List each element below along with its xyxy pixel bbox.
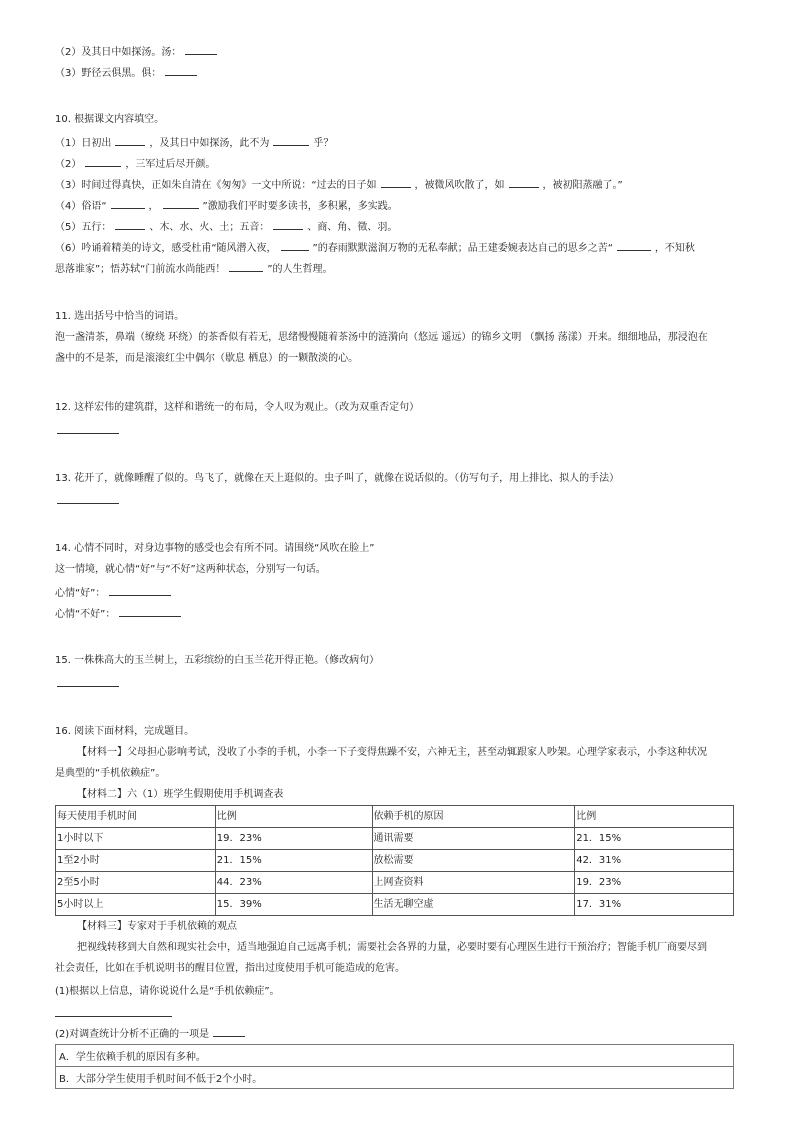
q16-material-1-line1: 【材料一】父母担心影响考试，没收了小李的手机，小李一下子变得焦躁不安，六神无主，甚至动辄跟家人吵架。心理学家表示，小李这种状况	[77, 747, 707, 758]
table-cell: 19．23%	[215, 828, 372, 850]
option-b[interactable]: B．大部分学生使用手机时间不低于2个小时。	[56, 1067, 734, 1089]
table-cell: 1至2小时	[56, 850, 216, 872]
answer-blank[interactable]	[229, 260, 263, 272]
q12-title: 12. 这样宏伟的建筑群，这样和谐统一的布局，令人叹为观止。（改为双重否定句）	[55, 402, 420, 413]
table-header-cell: 比例	[215, 806, 372, 828]
q11-passage-line1: 泡一盏清茶，鼻端（缭绕 环绕）的茶香似有若无，思绪慢慢随着茶汤中的涟漪向（悠远 遥远）的锦乡文明 （飘扬 荡漾）开来。细细地品，那浸泡在	[55, 332, 708, 343]
q10-item-4: （4）俗语“ ， ”激励我们平时要多读书，多积累，多实践。	[55, 197, 398, 214]
table-cell: 放松需要	[372, 850, 575, 872]
answer-blank[interactable]	[119, 605, 181, 617]
answer-blank[interactable]	[165, 64, 197, 76]
q14-title: 14. 心情不同时，对身边事物的感受也会有所不同。请围绕“风吹在脸上”	[55, 543, 375, 554]
table-row	[56, 872, 734, 894]
q16-title: 16. 阅读下面材料，完成题目。	[55, 726, 195, 737]
answer-blank[interactable]	[109, 584, 171, 596]
q16-material-3-line1: 把视线转移到大自然和现实社会中，适当地强迫自己远离手机；需要社会各界的力量，必要时要有心理医生进行干预治疗；智能手机厂商要尽到	[77, 942, 707, 953]
options-table	[55, 1044, 734, 1089]
answer-blank[interactable]	[509, 176, 539, 188]
answer-line[interactable]	[55, 1016, 172, 1017]
table-cell: 42．31%	[575, 850, 734, 872]
answer-blank[interactable]	[85, 155, 121, 167]
table-header-cell: 依赖手机的原因	[372, 806, 575, 828]
q10-item-2: （2） ，三军过后尽开颜。	[55, 155, 215, 172]
q13-title: 13. 花开了，就像睡醒了似的。鸟飞了，就像在天上逛似的。虫子叫了，就像在说话似的。（仿写句子，用上排比、拟人的手法）	[55, 473, 620, 484]
q10-item-5: （5）五行： 、木、水、火、土；五音： 、商、角、徵、羽。	[55, 218, 397, 235]
q16-subquestion-1: (1)根据以上信息，请你说说什么是“手机依赖症”。	[55, 986, 280, 997]
answer-blank[interactable]	[617, 239, 651, 251]
answer-line[interactable]	[57, 433, 119, 434]
table-header-cell: 每天使用手机时间	[56, 806, 216, 828]
q16-material-1-line2: 是典型的“手机依赖症”。	[55, 768, 166, 779]
answer-blank[interactable]	[381, 176, 411, 188]
q11-title: 11. 选出括号中恰当的词语。	[55, 311, 185, 322]
table-cell: 19．23%	[575, 872, 734, 894]
option-a[interactable]: A．学生依赖手机的原因有多种。	[56, 1045, 734, 1067]
table-header-row	[56, 806, 734, 828]
table-cell: 17．31%	[575, 894, 734, 916]
table-header-cell: 比例	[575, 806, 734, 828]
q9-item-2: （2）及其日中如探汤。汤：	[55, 43, 221, 60]
table-cell: 5小时以上	[56, 894, 216, 916]
table-row	[56, 828, 734, 850]
answer-line[interactable]	[57, 686, 119, 687]
table-cell: 通讯需要	[372, 828, 575, 850]
table-cell: 生活无聊空虚	[372, 894, 575, 916]
q16-subquestion-2: (2)对调查统计分析不正确的一项是	[55, 1025, 249, 1042]
answer-line[interactable]	[57, 503, 119, 504]
survey-table	[55, 805, 734, 916]
q16-material-3-line2: 社会责任，比如在手机说明书的醒目位置，指出过度使用手机可能造成的危害。	[55, 963, 405, 974]
table-cell: 15．39%	[215, 894, 372, 916]
answer-blank[interactable]	[273, 218, 303, 230]
answer-blank[interactable]	[273, 134, 309, 146]
answer-blank[interactable]	[185, 43, 217, 55]
answer-blank[interactable]	[213, 1025, 245, 1037]
table-cell: 2至5小时	[56, 872, 216, 894]
q10-item-3: （3）时间过得真快，正如朱自清在《匆匆》一文中所说：“过去的日子如 ，被微风吹散了，如 ，被初阳蒸融了。”	[55, 176, 623, 193]
q16-material-2-title: 【材料二】六（1）班学生假期使用手机调查表	[77, 789, 284, 800]
q10-title: 10. 根据课文内容填空。	[55, 114, 165, 125]
table-row	[56, 850, 734, 872]
answer-blank[interactable]	[281, 239, 309, 251]
table-row	[56, 894, 734, 916]
table-cell: 1小时以下	[56, 828, 216, 850]
answer-blank[interactable]	[115, 218, 145, 230]
q16-material-3-title: 【材料三】专家对于手机依赖的观点	[77, 921, 237, 932]
q10-item-1: （1）日初出 ，及其日中如探汤，此不为 乎？	[55, 134, 333, 151]
answer-blank[interactable]	[115, 134, 145, 146]
q14-good-mood: 心情“好”：	[55, 584, 175, 601]
table-cell: 21．15%	[215, 850, 372, 872]
answer-blank[interactable]	[111, 197, 145, 209]
table-cell: 上网查资料	[372, 872, 575, 894]
answer-blank[interactable]	[163, 197, 199, 209]
q14-prompt: 这一情境，就心情“好”与“不好”这两种状态，分别写一句话。	[55, 564, 326, 575]
q15-title: 15. 一株株高大的玉兰树上，五彩缤纷的白玉兰花开得正艳。（修改病句）	[55, 655, 380, 666]
table-cell: 44．23%	[215, 872, 372, 894]
q9-item-3: （3）野径云俱黑。俱：	[55, 64, 201, 81]
q14-bad-mood: 心情“不好”：	[55, 605, 185, 622]
q10-item-6: （6）吟诵着精美的诗文，感受杜甫“随风潜入夜， ”的春雨默默滋润万物的无私奉献；品王建委婉表达自己的思乡之苦“ ，不知秋	[55, 239, 695, 256]
q10-item-6-cont: 思落谁家”；悟苏轼“门前流水尚能西！ ”的人生哲理。	[55, 260, 333, 277]
table-cell: 21．15%	[575, 828, 734, 850]
q11-passage-line2: 盏中的不是茶，而是滚滚红尘中偶尔（歇息 栖息）的一颗散淡的心。	[55, 353, 359, 364]
